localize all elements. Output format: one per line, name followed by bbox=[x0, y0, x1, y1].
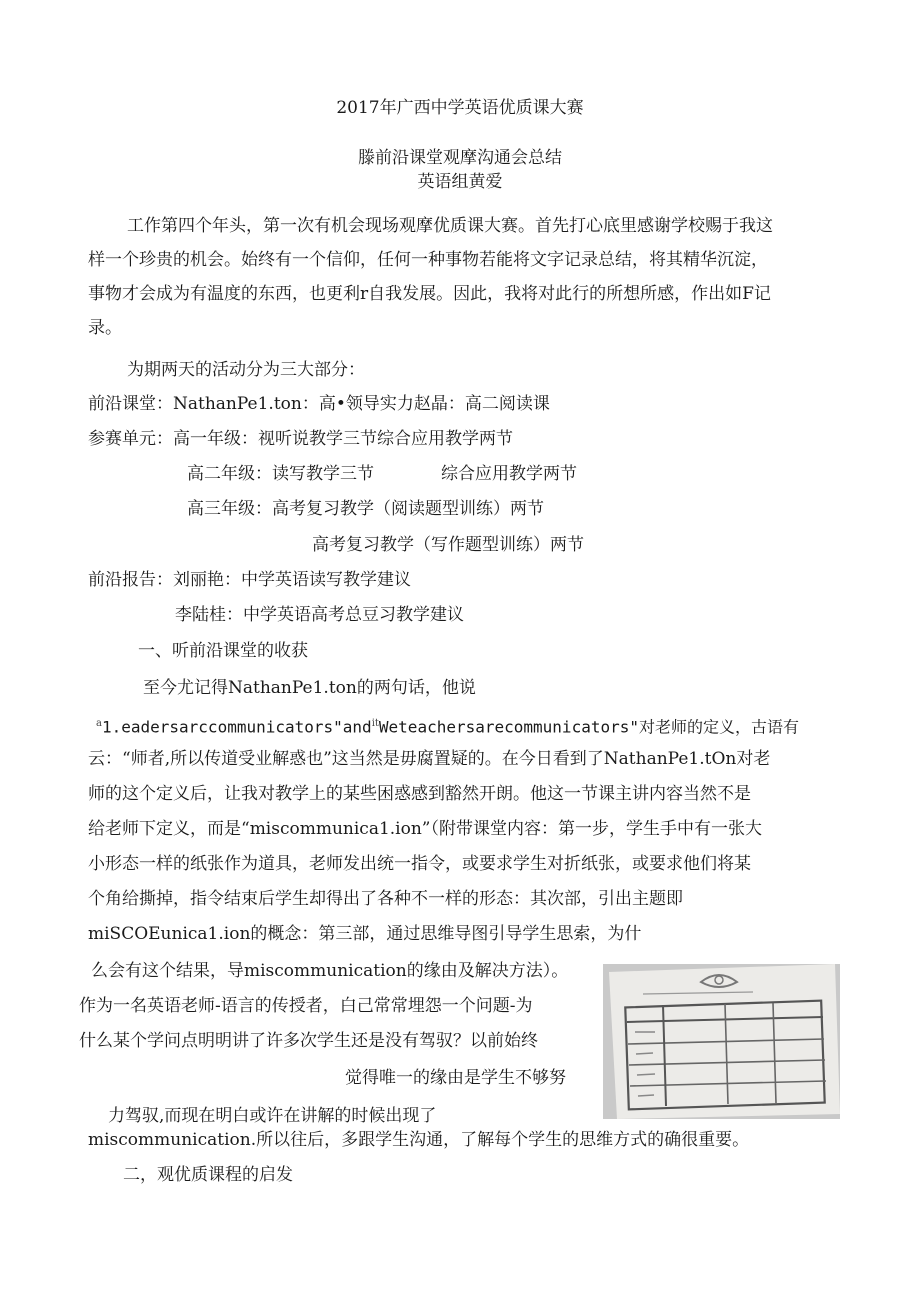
paragraph-line: 云：“师者,所以传道受业解惑也”这当然是毋腐置疑的。在今日看到了NathanPe1.tOn对老 bbox=[88, 749, 771, 769]
grade2-line: 高二年级：读写教学三节 bbox=[187, 464, 374, 484]
quote-text-b: Weteachersarecommunicators"对老师的定义，古语有 bbox=[378, 717, 799, 737]
paragraph-line: 么会有这个结果，导miscommunication的缘由及解决方法）。 bbox=[91, 961, 569, 981]
report-line: 前沿报告：刘丽艳：中学英语读写教学建议 bbox=[88, 570, 411, 590]
grade3-line-b: 高考复习教学（写作题型训练）两节 bbox=[312, 535, 584, 555]
quote-mark: it bbox=[371, 718, 379, 729]
doc-subtitle: 滕前沿课堂观摩沟通会总结 bbox=[358, 148, 562, 168]
doc-author: 英语组黄爱 bbox=[417, 172, 503, 192]
doc-title: 2017年广西中学英语优质课大赛 bbox=[336, 98, 584, 118]
paragraph-line: 个角给撕掉，指令结束后学生却得出了各种不一样的形态：其次部，引出主题即 bbox=[88, 889, 683, 909]
paragraph-line: miSCOEunica1.ion的概念：第三部，通过思维导图引导学生思索，为什 bbox=[88, 924, 642, 944]
frontier-class-line: 前沿课堂：NathanPe1.ton：高•领导实力赵晶：高二阅读课 bbox=[88, 394, 550, 414]
paragraph-line: 力驾驭,而现在明白或许在讲解的时候出现了 bbox=[108, 1106, 437, 1126]
schedule-lead: 为期两天的活动分为三大部分： bbox=[127, 360, 365, 380]
intro-line: 样一个珍贵的机会。始终有一个信仰，任何一种事物若能将文字记录总结，将其精华沉淀， bbox=[88, 250, 768, 270]
grade1-line: 高一年级：视听说教学三节综合应用教学两节 bbox=[173, 429, 513, 449]
paragraph-line: 什么某个学问点明明讲了许多次学生还是没有驾驭？以前始终 bbox=[79, 1031, 538, 1051]
intro-line: 录。 bbox=[88, 318, 122, 338]
units-label: 参赛单元： bbox=[88, 429, 173, 449]
grade2-line-b: 综合应用教学两节 bbox=[441, 464, 577, 484]
paragraph-line: miscommunication.所以往后，多跟学生沟通，了解每个学生的思维方式的确很重要。 bbox=[88, 1130, 750, 1150]
quote-mark: a bbox=[96, 718, 102, 729]
worksheet-photo-graphic bbox=[603, 964, 840, 1119]
units-line bbox=[88, 428, 513, 450]
paragraph-line: 师的这个定义后，让我对教学上的某些困惑感到豁然开朗。他这一节课主讲内容当然不是 bbox=[88, 784, 751, 804]
grade3-line: 高三年级：高考复习教学（阅读题型训练）两节 bbox=[187, 499, 544, 519]
paragraph-line: 觉得唯一的缘由是学生不够努 bbox=[345, 1068, 566, 1088]
section2-heading: 二，观优质课程的启发 bbox=[123, 1165, 293, 1185]
paragraph-line: 至今尤记得NathanPe1.ton的两句话，他说 bbox=[143, 678, 476, 698]
section1-heading: 一、听前沿课堂的收获 bbox=[138, 641, 308, 661]
quote-text-a: 1.eadersarccommunicators"and bbox=[101, 717, 372, 737]
paragraph-line: 给老师下定义，而是“miscommunica1.ion”（附带课堂内容：第一步，学生手中有一张大 bbox=[88, 819, 762, 839]
intro-line: 事物才会成为有温度的东西，也更利r自我发展。因此，我将对此行的所想所感，作出如F记 bbox=[88, 284, 771, 304]
paragraph-line: 作为一名英语老师-语言的传授者，白己常常埋怨一个问题-为 bbox=[79, 996, 533, 1016]
paragraph-line: 小形态一样的纸张作为道具，老师发出统一指令，或要求学生对折纸张，或要求他们将某 bbox=[88, 854, 751, 874]
paragraph-line bbox=[96, 713, 799, 739]
worksheet-photo-icon bbox=[603, 964, 840, 1119]
intro-line: 工作第四个年头，第一次有机会现场观摩优质课大赛。首先打心底里感谢学校赐于我这 bbox=[127, 216, 773, 236]
report-line: 李陆桂：中学英语高考总豆习教学建议 bbox=[175, 605, 464, 625]
